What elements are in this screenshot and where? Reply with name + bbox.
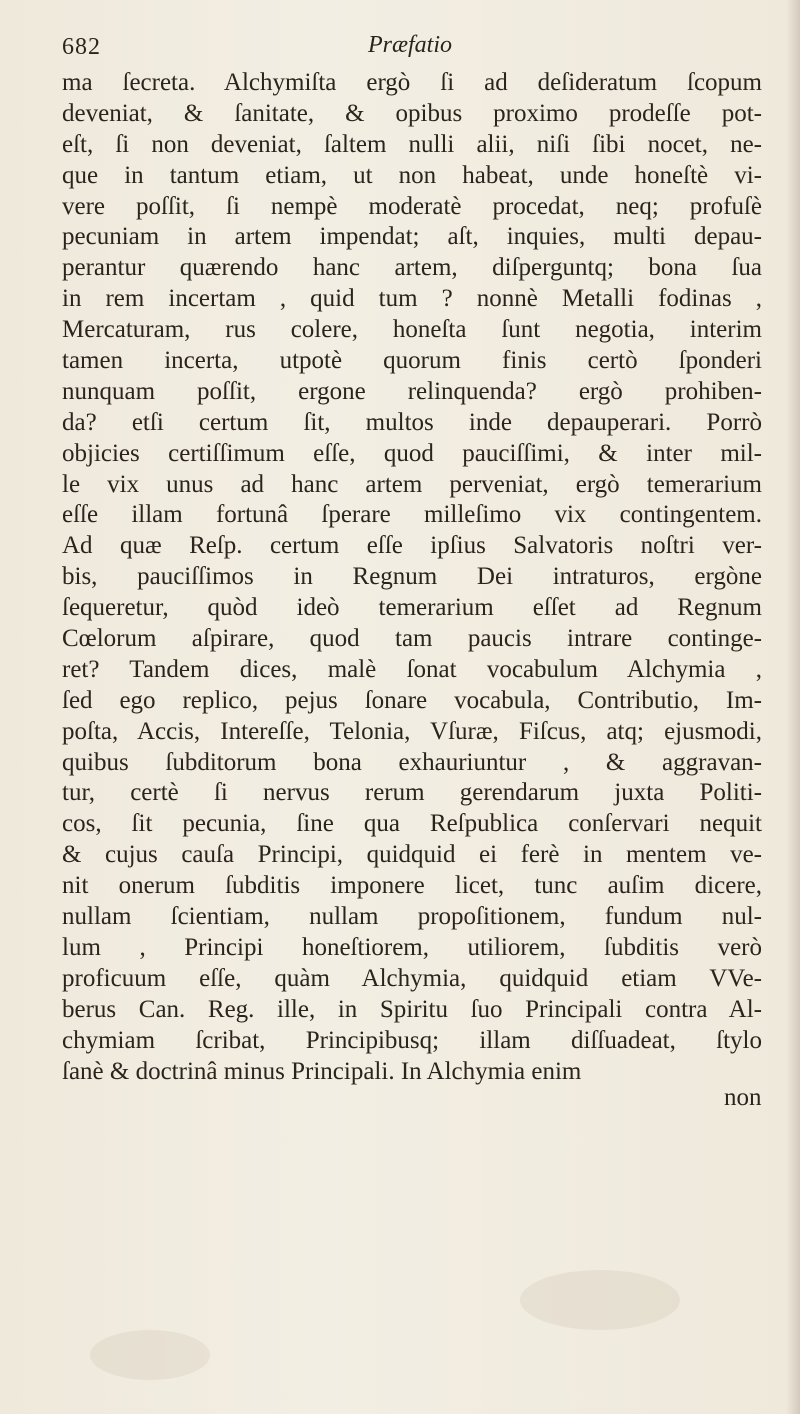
paper-stain (90, 1330, 210, 1380)
text-line: tamen incerta, utpotè quorum finis certò ſponderi (62, 347, 762, 375)
text-line: pecuniam in artem impendat; aſt, inquies, multi depau- (62, 223, 762, 251)
text-line: tur, certè ſi nervus rerum gerendarum juxta Politi- (62, 779, 762, 807)
text-line: da? etſi certum ſit, multos inde depauperari. Porrò (62, 408, 762, 436)
text-line: nunquam poſſit, ergone relinquenda? ergò prohiben- (62, 377, 762, 405)
text-line: Ad quæ Reſp. certum eſſe ipſius Salvatoris noſtri ver- (62, 532, 762, 560)
text-line: Cœlorum aſpirare, quod tam paucis intrare continge- (62, 625, 762, 653)
page-edge-shadow (786, 0, 800, 1414)
text-line: deveniat, & ſanitate, & opibus proximo prodeſſe pot- (62, 99, 762, 127)
text-line: quibus ſubditorum bona exhauriuntur , & aggravan- (62, 748, 762, 776)
text-line: eſt, ſi non deveniat, ſaltem nulli alii, niſi ſibi nocet, ne- (62, 130, 762, 158)
catchword: non (724, 1084, 762, 1111)
paper-stain (520, 1270, 680, 1330)
text-line: vere poſſit, ſi nempè moderatè procedat, neq; profuſè (62, 192, 762, 220)
text-line: que in tantum etiam, ut non habeat, unde honeſtè vi- (62, 161, 762, 189)
text-line: ma ſecreta. Alchymiſta ergò ſi ad deſideratum ſcopum (62, 69, 762, 96)
text-line: le vix unus ad hanc artem perveniat, ergò temerarium (62, 470, 762, 498)
text-line: nullam ſcientiam, nullam propoſitionem, fundum nul- (62, 903, 762, 931)
text-line: objicies certiſſimum eſſe, quod pauciſſimi, & inter mil- (62, 439, 762, 467)
text-line: poſta, Accis, Intereſſe, Telonia, Vſuræ, Fiſcus, atq; ejusmodi, (62, 717, 762, 745)
text-line: perantur quærendo hanc artem, diſperguntq; bona ſua (62, 254, 762, 282)
text-line: lum , Principi honeſtiorem, utiliorem, ſubditis verò (62, 933, 762, 961)
text-line: in rem incertam , quid tum ? nonnè Metalli fodinas , (62, 285, 762, 313)
page-number: 682 (62, 34, 101, 60)
text-line: cos, ſit pecunia, ſine qua Reſpublica conſervari nequit (62, 810, 762, 838)
text-line: ſed ego replico, pejus ſonare vocabula, Contributio, Im- (62, 686, 762, 714)
text-line: ret? Tandem dices, malè ſonat vocabulum Alchymia , (62, 655, 762, 683)
text-line: nit onerum ſubditis imponere licet, tunc auſim dicere, (62, 872, 762, 900)
text-line: ſequeretur, quòd ideò temerarium eſſet ad Regnum (62, 594, 762, 622)
body-text (62, 68, 762, 1087)
text-line: chymiam ſcribat, Principibusq; illam diſſuadeat, ſtylo (62, 1026, 762, 1054)
text-line: ſanè & doctrinâ minus Principali. In Alchymia enim (62, 1057, 582, 1085)
text-line: Mercaturam, rus colere, honeſta ſunt negotia, interim (62, 316, 762, 344)
text-line: berus Can. Reg. ille, in Spiritu ſuo Principali contra Al- (62, 995, 762, 1023)
text-line: bis, pauciſſimos in Regnum Dei intraturos, ergòne (62, 563, 762, 591)
running-title: Præfatio (368, 32, 453, 58)
text-line: proficuum eſſe, quàm Alchymia, quidquid etiam VVe- (62, 964, 762, 992)
text-line: eſſe illam fortunâ ſperare milleſimo vix contingentem. (62, 501, 762, 529)
text-line: & cujus cauſa Principi, quidquid ei ferè in mentem ve- (62, 841, 762, 869)
